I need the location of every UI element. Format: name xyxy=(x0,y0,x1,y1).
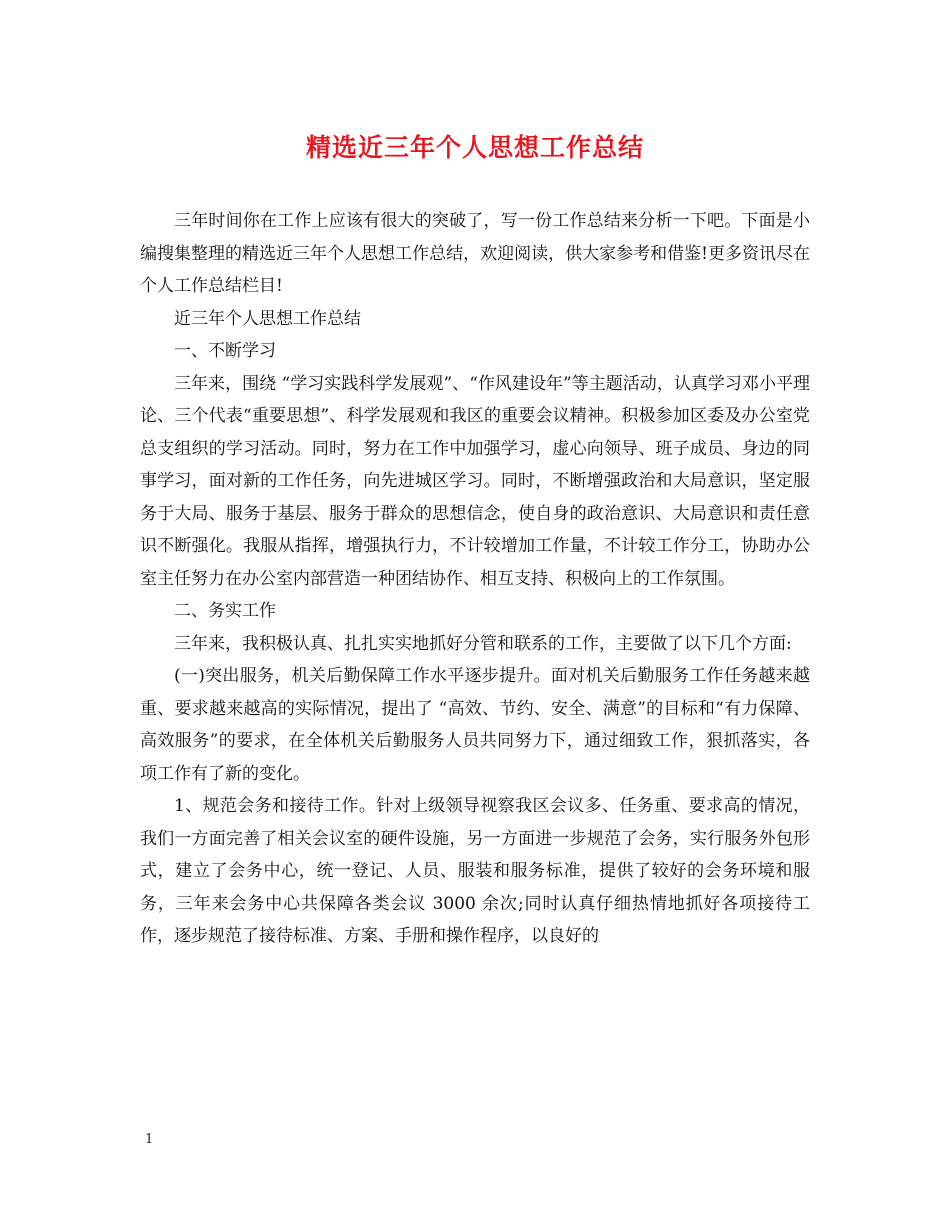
section-heading: 近三年个人思想工作总结 xyxy=(174,308,361,329)
body-paragraph: 三年来，围绕 “学习实践科学发展观”、“作风建设年”等主题活动，认真学习邓小平理论、三个代表“重要思想”、科学发展观和我区的重要会议精神。积极参加区委及办公室党总支组织的学习活动。同时，努力在工作中加强学习，虚心向领导、班子成员、身边的同事学习，面对新的工作任务，向先进城区学习。同时，不断增强政治和大局意识，坚定服务于大局、服务于基层、服务于群众的思想信念，使自身的政治意识、大局意识和责任意识不断强化。我服从指挥，增强执行力，不计较增加工作量，不计较工作分工，协助办公室主任努力在办公室内部营造一种团结协作、相互支持、积极向上的工作氛围。 xyxy=(140,373,810,589)
document-title: 精选近三年个人思想工作总结 xyxy=(305,133,644,162)
subsection-heading: 二、务实工作 xyxy=(174,601,276,621)
body-paragraph: 三年来，我积极认真、扎扎实实地抓好分管和联系的工作，主要做了以下几个方面: xyxy=(174,633,792,654)
page-number: 1 xyxy=(145,1132,154,1147)
body-paragraph: 1、规范会务和接待工作。针对上级领导视察我区会议多、任务重、要求高的情况，我们一方面完善了相关会议室的硬件设施，另一方面进一步规范了会务，实行服务外包形式，建立了会务中心，统一登记、人员、服装和服务标准，提供了较好的会务环境和服务，三年来会务中心共保障各类会议 3000 余次;同时认真仔细热情地抓好各项接待工作，逐步规范了接待标准、方案、手册和操作程序，以良好的 xyxy=(140,796,810,946)
intro-paragraph: 三年时间你在工作上应该有很大的突破了，写一份工作总结来分析一下吧。下面是小编搜集整理的精选近三年个人思想工作总结，欢迎阅读，供大家参考和借鉴!更多资讯尽在个人工作总结栏目! xyxy=(140,211,810,296)
document-body xyxy=(140,205,810,953)
body-paragraph: (一)突出服务，机关后勤保障工作水平逐步提升。面对机关后勤服务工作任务越来越重、要求越来越高的实际情况，提出了 “高效、节约、安全、满意”的目标和“有力保障、高效服务”的要求，在全体机关后勤服务人员共同努力下，通过细致工作，狠抓落实，各项工作有了新的变化。 xyxy=(140,666,810,784)
subsection-heading: 一、不断学习 xyxy=(174,341,276,361)
